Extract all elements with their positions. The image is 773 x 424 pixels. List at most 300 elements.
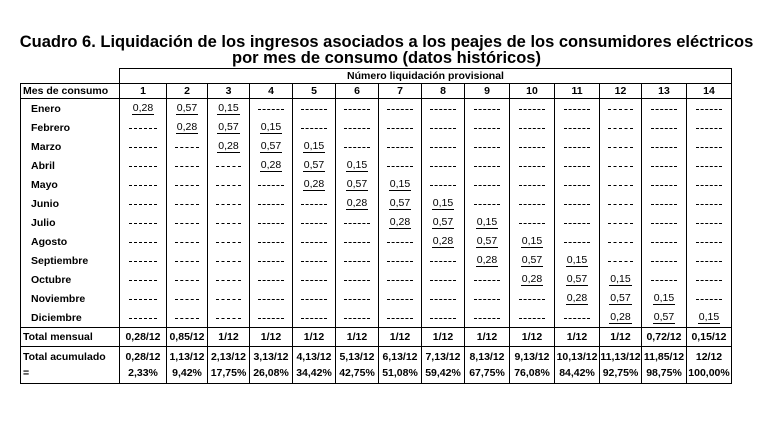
value-cell <box>600 270 642 289</box>
column-header: 10 <box>510 84 555 99</box>
cell-value: 0,15 <box>260 121 282 133</box>
empty-cell <box>379 251 422 270</box>
month-label: Abril <box>21 156 120 175</box>
value-cell <box>379 175 422 194</box>
column-header: 5 <box>293 84 336 99</box>
total-acumulado-text: Total acumulado <box>23 351 106 363</box>
title-line-1: Cuadro 6. Liquidación de los ingresos asociados a los peajes de los consumidores eléctricos <box>19 33 754 51</box>
value-cell <box>555 289 600 308</box>
cell-value: 0,15 <box>303 140 325 152</box>
total-mensual-value: 1/12 <box>465 328 510 347</box>
empty-cell <box>167 308 208 328</box>
empty-cell <box>555 156 600 175</box>
empty-cell <box>555 194 600 213</box>
empty-cell <box>687 289 732 308</box>
value-cell <box>379 194 422 213</box>
acumulado-percent: 2,33% <box>128 367 158 379</box>
empty-cell <box>555 213 600 232</box>
empty-cell <box>642 232 687 251</box>
table-row <box>21 232 732 251</box>
cell-value: 0,28 <box>566 292 588 304</box>
empty-cell <box>642 118 687 137</box>
total-mensual-value: 1/12 <box>208 328 250 347</box>
empty-cell <box>465 194 510 213</box>
table-row <box>21 99 732 119</box>
table-row <box>21 194 732 213</box>
empty-cell <box>422 308 465 328</box>
column-header: 7 <box>379 84 422 99</box>
empty-cell <box>687 137 732 156</box>
value-cell <box>379 213 422 232</box>
empty-cell <box>510 213 555 232</box>
empty-cell <box>379 156 422 175</box>
total-mensual-value: 1/12 <box>555 328 600 347</box>
empty-cell <box>167 270 208 289</box>
cell-value: 0,57 <box>176 102 198 114</box>
total-mensual-value: 0,15/12 <box>687 328 732 347</box>
cell-value: 0,28 <box>303 178 325 190</box>
liquidation-table <box>20 68 732 384</box>
cell-value: 0,28 <box>476 254 498 266</box>
acumulado-fraction: 4,13/12 <box>296 351 332 363</box>
cell-value: 0,28 <box>521 273 543 285</box>
empty-cell <box>167 137 208 156</box>
empty-cell <box>208 213 250 232</box>
column-header: 1 <box>120 84 167 99</box>
value-cell <box>208 118 250 137</box>
total-acumulado-cell <box>465 347 510 384</box>
empty-cell <box>642 213 687 232</box>
value-cell <box>422 213 465 232</box>
month-label: Noviembre <box>21 289 120 308</box>
total-acumulado-equals: = <box>23 367 30 379</box>
cell-value: 0,28 <box>132 102 154 114</box>
value-cell <box>293 137 336 156</box>
total-mensual-value: 0,28/12 <box>120 328 167 347</box>
cell-value: 0,57 <box>653 311 675 323</box>
month-label: Diciembre <box>21 308 120 328</box>
column-header: 3 <box>208 84 250 99</box>
corner-blank <box>21 69 120 84</box>
empty-cell <box>120 232 167 251</box>
acumulado-percent: 84,42% <box>559 367 595 379</box>
value-cell <box>600 308 642 328</box>
value-cell <box>167 118 208 137</box>
total-acumulado-cell <box>336 347 379 384</box>
column-header: 14 <box>687 84 732 99</box>
table-row <box>21 118 732 137</box>
empty-cell <box>120 213 167 232</box>
row-header: Mes de consumo <box>21 84 120 99</box>
empty-cell <box>336 232 379 251</box>
cell-value: 0,15 <box>218 102 239 114</box>
cell-value: 0,15 <box>346 159 368 171</box>
total-acumulado-cell <box>422 347 465 384</box>
acumulado-percent: 98,75% <box>646 367 682 379</box>
empty-cell <box>642 194 687 213</box>
empty-cell <box>250 194 293 213</box>
empty-cell <box>465 137 510 156</box>
cell-value: 0,15 <box>566 254 588 266</box>
empty-cell <box>336 213 379 232</box>
total-mensual-value: 1/12 <box>422 328 465 347</box>
empty-cell <box>208 270 250 289</box>
value-cell <box>167 99 208 119</box>
empty-cell <box>600 156 642 175</box>
acumulado-percent: 26,08% <box>253 367 289 379</box>
cell-value: 0,28 <box>260 159 282 171</box>
acumulado-percent: 92,75% <box>602 367 639 379</box>
empty-cell <box>465 270 510 289</box>
acumulado-percent: 100,00% <box>688 367 730 379</box>
empty-cell <box>465 289 510 308</box>
empty-cell <box>510 118 555 137</box>
empty-cell <box>642 270 687 289</box>
table-row <box>21 213 732 232</box>
cell-value: 0,28 <box>432 235 454 247</box>
empty-cell <box>167 232 208 251</box>
cell-value: 0,15 <box>389 178 411 190</box>
total-acumulado-cell <box>293 347 336 384</box>
empty-cell <box>687 175 732 194</box>
total-acumulado-cell <box>167 347 208 384</box>
table-row <box>21 137 732 156</box>
empty-cell <box>600 251 642 270</box>
total-acumulado-cell <box>250 347 293 384</box>
empty-cell <box>293 213 336 232</box>
cell-value: 0,57 <box>521 254 543 266</box>
column-header: 4 <box>250 84 293 99</box>
acumulado-fraction: 7,13/12 <box>425 351 461 363</box>
empty-cell <box>120 308 167 328</box>
empty-cell <box>167 289 208 308</box>
empty-cell <box>120 175 167 194</box>
empty-cell <box>465 99 510 119</box>
month-label: Mayo <box>21 175 120 194</box>
table-row <box>21 175 732 194</box>
month-label: Febrero <box>21 118 120 137</box>
cell-value: 0,28 <box>389 216 411 228</box>
empty-cell <box>250 308 293 328</box>
total-mensual-label: Total mensual <box>21 328 120 347</box>
cell-value: 0,28 <box>218 140 239 152</box>
cell-value: 0,15 <box>521 235 543 247</box>
empty-cell <box>465 308 510 328</box>
empty-cell <box>555 308 600 328</box>
month-label: Marzo <box>21 137 120 156</box>
table-row <box>21 156 732 175</box>
empty-cell <box>555 99 600 119</box>
value-cell <box>510 270 555 289</box>
acumulado-fraction: 8,13/12 <box>469 351 505 363</box>
empty-cell <box>336 270 379 289</box>
acumulado-fraction: 2,13/12 <box>210 351 247 363</box>
cell-value: 0,57 <box>218 121 239 133</box>
empty-cell <box>510 289 555 308</box>
value-cell <box>120 99 167 119</box>
column-header: 12 <box>600 84 642 99</box>
group-header: Número liquidación provisional <box>120 69 732 84</box>
empty-cell <box>422 289 465 308</box>
column-header: 2 <box>167 84 208 99</box>
value-cell <box>250 137 293 156</box>
empty-cell <box>336 118 379 137</box>
table-title <box>0 34 773 66</box>
table-row <box>21 289 732 308</box>
table-row <box>21 308 732 328</box>
empty-cell <box>379 308 422 328</box>
acumulado-fraction: 11,85/12 <box>643 351 685 363</box>
empty-cell <box>250 289 293 308</box>
total-acumulado-cell <box>120 347 167 384</box>
total-acumulado-cell <box>510 347 555 384</box>
empty-cell <box>250 175 293 194</box>
cell-value: 0,28 <box>610 311 631 323</box>
total-mensual-value: 1/12 <box>250 328 293 347</box>
value-cell <box>465 232 510 251</box>
empty-cell <box>208 156 250 175</box>
value-cell <box>336 194 379 213</box>
empty-cell <box>555 232 600 251</box>
value-cell <box>600 289 642 308</box>
table-row <box>21 251 732 270</box>
empty-cell <box>293 308 336 328</box>
empty-cell <box>510 156 555 175</box>
empty-cell <box>510 137 555 156</box>
empty-cell <box>687 232 732 251</box>
empty-cell <box>379 232 422 251</box>
acumulado-fraction: 9,13/12 <box>514 351 550 363</box>
empty-cell <box>465 175 510 194</box>
empty-cell <box>555 137 600 156</box>
empty-cell <box>250 99 293 119</box>
empty-cell <box>600 175 642 194</box>
empty-cell <box>120 137 167 156</box>
column-header: 9 <box>465 84 510 99</box>
acumulado-fraction: 0,28/12 <box>125 351 161 363</box>
empty-cell <box>293 194 336 213</box>
cell-value: 0,57 <box>566 273 588 285</box>
empty-cell <box>120 156 167 175</box>
acumulado-percent: 67,75% <box>469 367 505 379</box>
cell-value: 0,15 <box>698 311 720 323</box>
value-cell <box>422 194 465 213</box>
empty-cell <box>293 118 336 137</box>
empty-cell <box>208 175 250 194</box>
empty-cell <box>293 232 336 251</box>
empty-cell <box>379 118 422 137</box>
empty-cell <box>250 232 293 251</box>
month-label: Septiembre <box>21 251 120 270</box>
empty-cell <box>642 175 687 194</box>
acumulado-percent: 34,42% <box>296 367 332 379</box>
value-cell <box>465 213 510 232</box>
empty-cell <box>600 118 642 137</box>
empty-cell <box>250 213 293 232</box>
value-cell <box>687 308 732 328</box>
empty-cell <box>422 137 465 156</box>
empty-cell <box>208 194 250 213</box>
empty-cell <box>336 289 379 308</box>
empty-cell <box>600 137 642 156</box>
table-row <box>21 270 732 289</box>
empty-cell <box>465 156 510 175</box>
empty-cell <box>379 99 422 119</box>
total-acumulado-cell <box>642 347 687 384</box>
total-acumulado-label <box>21 347 120 384</box>
empty-cell <box>120 118 167 137</box>
empty-cell <box>422 251 465 270</box>
empty-cell <box>167 251 208 270</box>
total-acumulado-cell <box>687 347 732 384</box>
value-cell <box>208 99 250 119</box>
empty-cell <box>293 270 336 289</box>
empty-cell <box>510 308 555 328</box>
empty-cell <box>336 251 379 270</box>
column-header: 6 <box>336 84 379 99</box>
empty-cell <box>642 137 687 156</box>
acumulado-fraction: 1,13/12 <box>169 351 205 363</box>
empty-cell <box>465 118 510 137</box>
cell-value: 0,57 <box>346 178 368 190</box>
empty-cell <box>600 213 642 232</box>
empty-cell <box>120 251 167 270</box>
empty-cell <box>422 99 465 119</box>
empty-cell <box>687 251 732 270</box>
empty-cell <box>379 289 422 308</box>
cell-value: 0,28 <box>176 121 198 133</box>
empty-cell <box>336 137 379 156</box>
acumulado-fraction: 5,13/12 <box>339 351 375 363</box>
value-cell <box>422 232 465 251</box>
empty-cell <box>250 270 293 289</box>
value-cell <box>293 175 336 194</box>
value-cell <box>555 251 600 270</box>
acumulado-fraction: 12/12 <box>695 351 723 363</box>
value-cell <box>336 175 379 194</box>
cell-value: 0,57 <box>260 140 282 152</box>
empty-cell <box>120 194 167 213</box>
cell-value: 0,28 <box>346 197 368 209</box>
empty-cell <box>167 175 208 194</box>
empty-cell <box>600 194 642 213</box>
cell-value: 0,57 <box>476 235 498 247</box>
empty-cell <box>120 270 167 289</box>
empty-cell <box>422 118 465 137</box>
total-acumulado-cell <box>379 347 422 384</box>
cell-value: 0,57 <box>389 197 411 209</box>
acumulado-percent: 17,75% <box>210 367 247 379</box>
empty-cell <box>555 118 600 137</box>
empty-cell <box>642 99 687 119</box>
value-cell <box>250 156 293 175</box>
column-header: 13 <box>642 84 687 99</box>
month-label: Junio <box>21 194 120 213</box>
cell-value: 0,57 <box>610 292 631 304</box>
empty-cell <box>422 270 465 289</box>
title-line-2: por mes de consumo (datos históricos) <box>232 49 541 67</box>
value-cell <box>510 232 555 251</box>
empty-cell <box>687 99 732 119</box>
empty-cell <box>687 118 732 137</box>
empty-cell <box>208 251 250 270</box>
month-label: Enero <box>21 99 120 119</box>
empty-cell <box>510 194 555 213</box>
empty-cell <box>379 270 422 289</box>
cell-value: 0,57 <box>432 216 454 228</box>
cell-value: 0,57 <box>303 159 325 171</box>
empty-cell <box>687 156 732 175</box>
empty-cell <box>687 194 732 213</box>
empty-cell <box>208 232 250 251</box>
value-cell <box>293 156 336 175</box>
empty-cell <box>510 175 555 194</box>
empty-cell <box>336 99 379 119</box>
total-mensual-value: 0,72/12 <box>642 328 687 347</box>
empty-cell <box>600 232 642 251</box>
acumulado-fraction: 6,13/12 <box>382 351 418 363</box>
month-label: Agosto <box>21 232 120 251</box>
cell-value: 0,15 <box>476 216 498 228</box>
column-header: 8 <box>422 84 465 99</box>
total-mensual-value: 0,85/12 <box>167 328 208 347</box>
empty-cell <box>510 99 555 119</box>
empty-cell <box>555 175 600 194</box>
empty-cell <box>687 270 732 289</box>
total-acumulado-cell <box>600 347 642 384</box>
acumulado-percent: 76,08% <box>514 367 550 379</box>
value-cell <box>510 251 555 270</box>
empty-cell <box>250 251 293 270</box>
value-cell <box>208 137 250 156</box>
month-label: Octubre <box>21 270 120 289</box>
column-header: 11 <box>555 84 600 99</box>
cell-value: 0,15 <box>432 197 454 209</box>
empty-cell <box>167 156 208 175</box>
acumulado-percent: 59,42% <box>425 367 461 379</box>
value-cell <box>250 118 293 137</box>
empty-cell <box>293 251 336 270</box>
cell-value: 0,15 <box>653 292 675 304</box>
value-cell <box>642 289 687 308</box>
value-cell <box>555 270 600 289</box>
empty-cell <box>422 156 465 175</box>
empty-cell <box>167 194 208 213</box>
total-mensual-value: 1/12 <box>510 328 555 347</box>
cell-value: 0,15 <box>610 273 631 285</box>
total-mensual-value: 1/12 <box>600 328 642 347</box>
empty-cell <box>208 289 250 308</box>
empty-cell <box>687 213 732 232</box>
acumulado-percent: 51,08% <box>382 367 418 379</box>
total-mensual-value: 1/12 <box>336 328 379 347</box>
empty-cell <box>167 213 208 232</box>
total-acumulado-cell <box>555 347 600 384</box>
acumulado-percent: 9,42% <box>172 367 202 379</box>
value-cell <box>642 308 687 328</box>
empty-cell <box>208 308 250 328</box>
acumulado-fraction: 11,13/12 <box>600 351 641 363</box>
value-cell <box>336 156 379 175</box>
empty-cell <box>336 308 379 328</box>
empty-cell <box>120 289 167 308</box>
acumulado-percent: 42,75% <box>339 367 375 379</box>
empty-cell <box>379 137 422 156</box>
value-cell <box>465 251 510 270</box>
month-label: Julio <box>21 213 120 232</box>
total-mensual-value: 1/12 <box>293 328 336 347</box>
acumulado-fraction: 10,13/12 <box>556 351 598 363</box>
